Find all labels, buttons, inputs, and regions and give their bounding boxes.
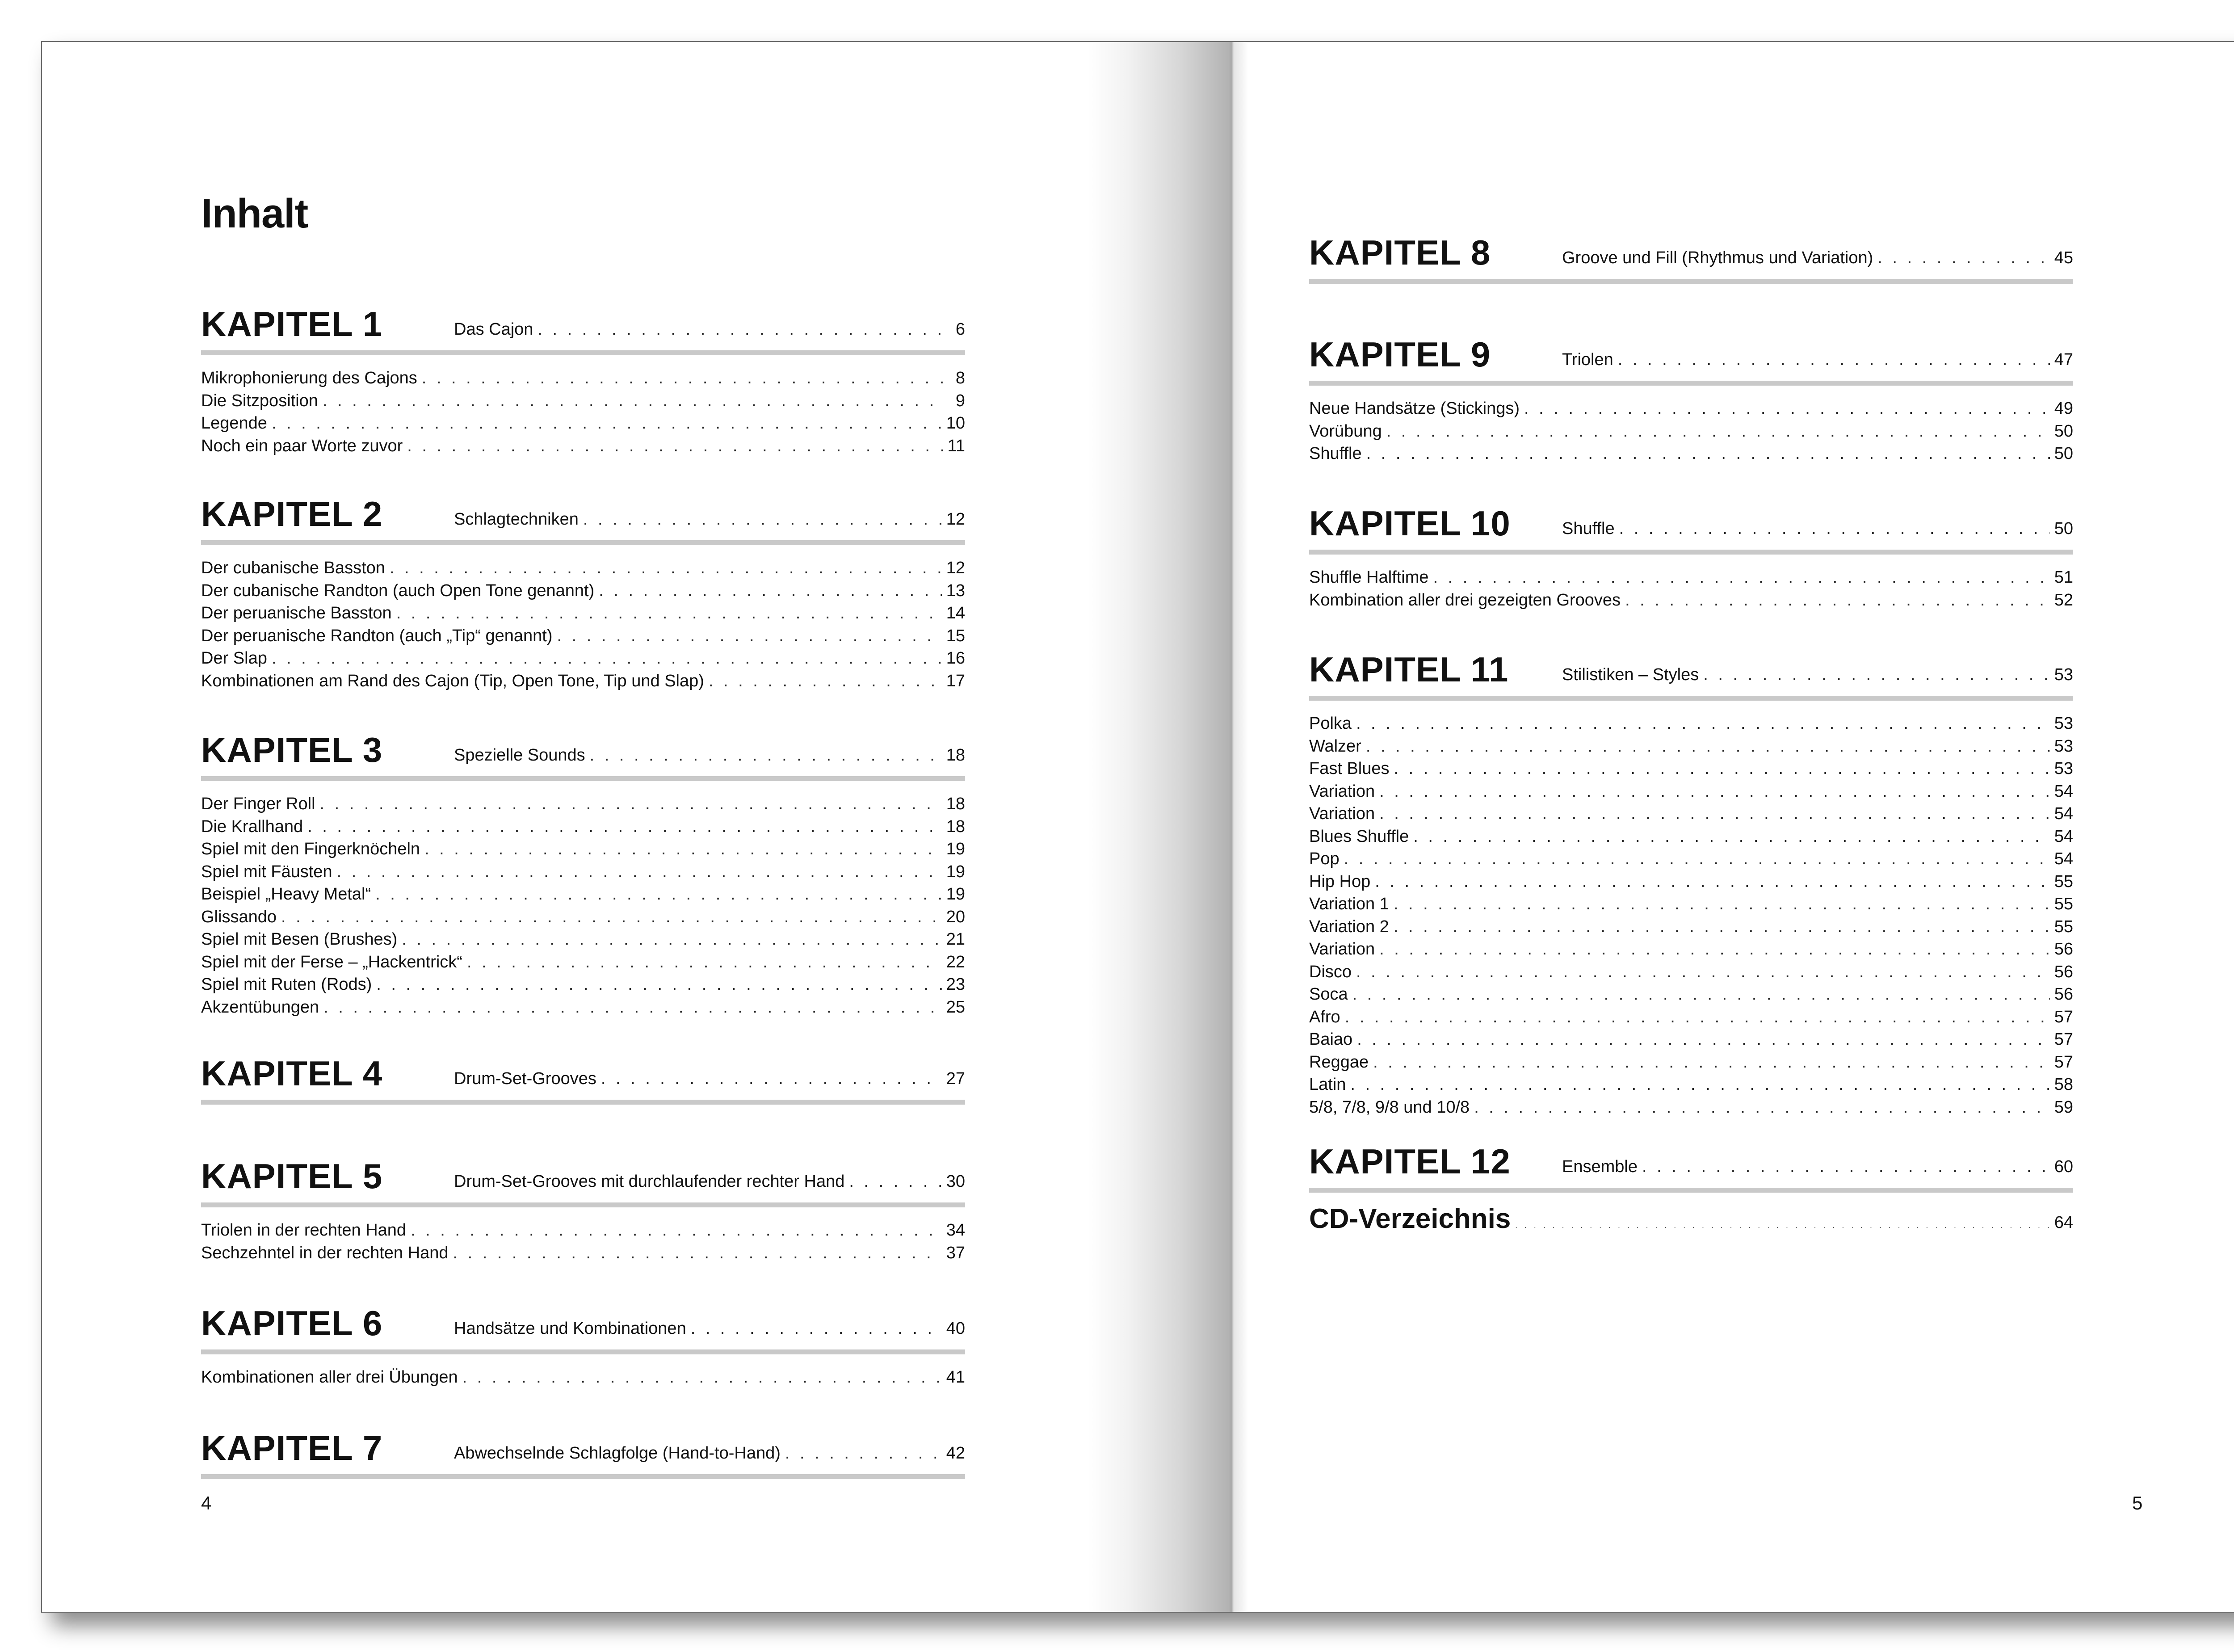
dot-leader xyxy=(1375,870,2049,893)
chapter-block xyxy=(1309,504,2073,611)
entry-page: 37 xyxy=(946,1243,965,1262)
chapter-label: KAPITEL 7 xyxy=(201,1428,383,1467)
chapter-topic-row xyxy=(1562,520,2073,537)
chapter-page: 50 xyxy=(2054,519,2073,538)
entry-page: 21 xyxy=(946,930,965,949)
chapter-page: 42 xyxy=(946,1444,965,1463)
entry-page: 11 xyxy=(947,436,965,455)
toc-entry[interactable] xyxy=(1309,566,2073,589)
dot-leader xyxy=(1373,1051,2050,1073)
chapter-block xyxy=(201,1303,965,1389)
entry-title: Variation xyxy=(1309,940,1375,958)
cd-page: 64 xyxy=(2054,1213,2073,1232)
entry-page: 57 xyxy=(2054,1030,2073,1049)
dot-leader xyxy=(1433,566,2050,588)
chapter-topic-row xyxy=(454,1070,965,1087)
toc-entry[interactable] xyxy=(201,602,965,625)
chapter-page: 60 xyxy=(2054,1157,2073,1176)
chapter-heading[interactable] xyxy=(1309,504,2073,555)
chapter-heading[interactable] xyxy=(201,1303,965,1354)
dot-leader xyxy=(323,390,943,412)
entry-list xyxy=(201,793,965,1018)
entry-page: 53 xyxy=(2054,759,2073,778)
dot-leader xyxy=(1344,848,2050,870)
toc-entry[interactable] xyxy=(1309,780,2073,803)
toc-entry[interactable] xyxy=(201,838,965,861)
chapter-topic-row xyxy=(1562,249,2073,266)
toc-entry[interactable] xyxy=(1309,961,2073,984)
chapter-topic-row xyxy=(1562,1158,2073,1175)
toc-entry[interactable] xyxy=(1309,1051,2073,1074)
chapter-topic: Shuffle xyxy=(1562,519,1615,538)
dot-leader xyxy=(411,1219,942,1241)
entry-page: 14 xyxy=(946,604,965,622)
page-number-right: 5 xyxy=(2132,1492,2143,1513)
entry-title: Pop xyxy=(1309,849,1340,868)
entry-page: 15 xyxy=(946,626,965,645)
entry-list xyxy=(1309,566,2073,611)
entry-title: Die Sitzposition xyxy=(201,391,318,410)
toc-entry[interactable] xyxy=(1309,870,2073,893)
chapter-topic: Drum-Set-Grooves mit durchlaufender rechter Hand xyxy=(454,1172,845,1191)
dot-leader xyxy=(1345,1006,2050,1028)
toc-entry[interactable] xyxy=(1309,1028,2073,1051)
entry-list xyxy=(1309,712,2073,1118)
chapter-page: 12 xyxy=(946,510,965,529)
entry-page: 57 xyxy=(2054,1052,2073,1072)
chapter-topic: Stilistiken – Styles xyxy=(1562,665,1699,684)
chapter-topic: Ensemble xyxy=(1562,1157,1638,1176)
dot-leader xyxy=(1379,938,2050,960)
toc-entry[interactable] xyxy=(201,906,965,929)
chapter-heading[interactable] xyxy=(201,494,965,545)
dot-leader xyxy=(453,1242,941,1264)
chapter-block xyxy=(1309,335,2073,465)
chapter-page: 6 xyxy=(955,320,965,339)
chapter-topic: Schlagtechniken xyxy=(454,510,579,529)
chapter-label: KAPITEL 10 xyxy=(1309,504,1511,543)
dot-leader xyxy=(323,996,942,1018)
entry-list xyxy=(201,557,965,692)
entry-title: Spiel mit Ruten (Rods) xyxy=(201,975,372,994)
dot-leader xyxy=(422,367,943,389)
chapter-label: KAPITEL 3 xyxy=(201,730,383,769)
dot-leader xyxy=(1379,803,2050,825)
entry-page: 34 xyxy=(946,1221,965,1240)
dot-leader xyxy=(1619,520,2050,537)
entry-page: 18 xyxy=(946,817,965,836)
dot-leader xyxy=(849,1173,941,1190)
chapter-page: 30 xyxy=(946,1172,965,1191)
entry-title: Der peruanische Randton (auch „Tip“ genannt) xyxy=(201,626,553,645)
dot-leader xyxy=(557,625,941,647)
entry-title: Vorübung xyxy=(1309,421,1382,441)
dot-leader xyxy=(272,412,942,434)
chapter-page: 18 xyxy=(946,746,965,765)
chapter-topic-row xyxy=(454,321,965,338)
chapter-block xyxy=(1309,1142,2073,1204)
dot-leader xyxy=(1350,1073,2049,1096)
toc-entry[interactable] xyxy=(201,1242,965,1265)
chapter-label: KAPITEL 9 xyxy=(1309,335,1491,374)
toc-entry[interactable] xyxy=(201,951,965,974)
dot-leader xyxy=(376,973,941,996)
chapter-page: 47 xyxy=(2054,350,2073,369)
entry-page: 54 xyxy=(2054,804,2073,823)
chapter-page: 45 xyxy=(2054,248,2073,267)
left-page xyxy=(42,42,1151,1612)
entry-page: 17 xyxy=(946,671,965,690)
entry-page: 52 xyxy=(2054,590,2073,610)
chapter-topic-row xyxy=(454,1445,965,1462)
entry-title: Mikrophonierung des Cajons xyxy=(201,369,417,387)
entry-page: 13 xyxy=(946,581,965,600)
chapter-page: 53 xyxy=(2054,665,2073,684)
entry-page: 53 xyxy=(2054,736,2073,756)
chapter-topic: Groove und Fill (Rhythmus und Variation) xyxy=(1562,248,1873,267)
dot-leader xyxy=(1357,1028,2050,1051)
toc-entry[interactable] xyxy=(1309,938,2073,961)
chapter-block xyxy=(201,1156,965,1264)
dot-leader xyxy=(583,511,942,528)
dot-leader xyxy=(1356,712,2050,735)
entry-page: 56 xyxy=(2054,962,2073,981)
dot-leader xyxy=(320,793,942,815)
dot-leader xyxy=(307,815,942,838)
entry-page: 19 xyxy=(946,862,965,881)
entry-title: Spiel mit Besen (Brushes) xyxy=(201,930,398,949)
entry-title: Beispiel „Heavy Metal“ xyxy=(201,885,371,904)
entry-title: Sechzehntel in der rechten Hand xyxy=(201,1243,449,1262)
entry-title: Legende xyxy=(201,414,267,433)
entry-title: Kombination aller drei gezeigten Grooves xyxy=(1309,590,1621,610)
toc-entry[interactable] xyxy=(201,1366,965,1389)
dot-leader xyxy=(281,906,942,928)
chapter-block xyxy=(201,1054,965,1116)
chapter-label: KAPITEL 2 xyxy=(201,494,383,534)
toc-entry[interactable] xyxy=(201,996,965,1019)
chapter-topic-row xyxy=(454,511,965,528)
dot-leader xyxy=(601,1070,942,1087)
entry-title: Fast Blues xyxy=(1309,759,1390,778)
cd-directory-entry xyxy=(1309,1203,2073,1235)
entry-title: Variation 1 xyxy=(1309,895,1389,913)
toc-entry[interactable] xyxy=(1309,825,2073,848)
chapter-block xyxy=(1309,233,2073,295)
entry-page: 56 xyxy=(2054,940,2073,958)
entry-title: Der Slap xyxy=(201,649,267,668)
entry-title: Triolen in der rechten Hand xyxy=(201,1221,407,1240)
chapter-heading[interactable] xyxy=(1309,335,2073,386)
chapter-topic-row xyxy=(454,1320,965,1337)
chapter-topic: Triolen xyxy=(1562,350,1613,369)
page-title: Inhalt xyxy=(201,191,308,236)
dot-leader xyxy=(337,861,942,883)
toc-entry[interactable] xyxy=(201,815,965,838)
dot-leader xyxy=(785,1445,942,1462)
toc-entry[interactable] xyxy=(1309,420,2073,443)
dot-leader xyxy=(467,951,942,973)
dot-leader xyxy=(1356,961,2050,983)
entry-page: 55 xyxy=(2054,872,2073,891)
chapter-page: 40 xyxy=(946,1319,965,1338)
entry-title: Polka xyxy=(1309,714,1352,733)
dot-leader xyxy=(390,557,942,579)
dot-leader xyxy=(1524,397,2050,420)
entry-title: Shuffle Halftime xyxy=(1309,568,1429,587)
entry-page: 49 xyxy=(2054,399,2073,418)
chapter-heading[interactable] xyxy=(1309,233,2073,284)
dot-leader xyxy=(1394,893,2050,915)
chapter-label: KAPITEL 12 xyxy=(1309,1142,1511,1181)
entry-title: Glissando xyxy=(201,907,277,926)
entry-title: Noch ein paar Worte zuvor xyxy=(201,436,403,455)
entry-title: Hip Hop xyxy=(1309,872,1371,891)
entry-page: 56 xyxy=(2054,985,2073,1004)
chapter-heading[interactable] xyxy=(1309,1142,2073,1193)
entry-title: Variation xyxy=(1309,782,1375,801)
dot-leader xyxy=(1386,420,2050,442)
entry-page: 50 xyxy=(2054,421,2073,441)
toc-entry[interactable] xyxy=(201,1219,965,1242)
entry-title: 5/8, 7/8, 9/8 und 10/8 xyxy=(1309,1097,1470,1117)
entry-title: Reggae xyxy=(1309,1052,1369,1072)
dot-leader xyxy=(272,647,942,669)
dot-leader xyxy=(1394,757,2050,780)
dot-leader xyxy=(1474,1096,2050,1118)
entry-page: 53 xyxy=(2054,714,2073,733)
page-number-left: 4 xyxy=(201,1492,212,1513)
entry-title: Blues Shuffle xyxy=(1309,827,1409,846)
toc-entry[interactable] xyxy=(1309,848,2073,870)
chapter-page: 27 xyxy=(946,1069,965,1088)
chapter-heading[interactable] xyxy=(201,1428,965,1479)
dot-leader xyxy=(1703,666,2049,683)
entry-title: Afro xyxy=(1309,1007,1340,1026)
entry-page: 55 xyxy=(2054,895,2073,913)
toc-entry[interactable] xyxy=(201,670,965,693)
entry-title: Der Finger Roll xyxy=(201,794,315,813)
toc-entry[interactable] xyxy=(201,390,965,412)
toc-entry[interactable] xyxy=(1309,757,2073,780)
chapter-heading[interactable] xyxy=(201,304,965,355)
chapter-topic-row xyxy=(1562,666,2073,683)
dot-leader xyxy=(590,747,942,764)
chapter-topic: Abwechselnde Schlagfolge (Hand-to-Hand) xyxy=(454,1444,781,1463)
toc-entry[interactable] xyxy=(1309,712,2073,735)
chapter-heading[interactable] xyxy=(1309,650,2073,701)
entry-title: Variation 2 xyxy=(1309,917,1389,936)
toc-entry[interactable] xyxy=(201,625,965,647)
chapter-label: KAPITEL 6 xyxy=(201,1303,383,1343)
chapter-block xyxy=(201,730,965,1018)
toc-entry[interactable] xyxy=(1309,803,2073,825)
entry-title: Spiel mit den Fingerknöcheln xyxy=(201,840,420,858)
dot-leader xyxy=(1515,1222,2049,1230)
dot-leader xyxy=(1352,983,2050,1005)
entry-list xyxy=(1309,397,2073,465)
entry-title: Der cubanische Basston xyxy=(201,559,385,577)
entry-page: 54 xyxy=(2054,782,2073,801)
toc-entry[interactable] xyxy=(201,861,965,883)
toc-entry[interactable] xyxy=(201,367,965,390)
toc-entry[interactable] xyxy=(1309,893,2073,916)
toc-entry[interactable] xyxy=(201,647,965,670)
chapter-topic-row xyxy=(454,1173,965,1190)
toc-entry[interactable] xyxy=(201,580,965,602)
dot-leader xyxy=(538,321,943,338)
entry-title: Kombinationen am Rand des Cajon (Tip, Open Tone, Tip und Slap) xyxy=(201,671,704,690)
entry-title: Walzer xyxy=(1309,736,1361,756)
dot-leader xyxy=(1366,735,2050,757)
chapter-topic-row xyxy=(1562,351,2073,368)
entry-title: Disco xyxy=(1309,962,1352,981)
entry-page: 59 xyxy=(2054,1097,2073,1117)
toc-entry[interactable] xyxy=(1309,916,2073,938)
toc-entry[interactable] xyxy=(1309,735,2073,758)
chapter-heading[interactable] xyxy=(201,730,965,781)
entry-title: Baiao xyxy=(1309,1030,1353,1049)
entry-title: Der peruanische Basston xyxy=(201,604,392,622)
entry-page: 20 xyxy=(946,907,965,926)
toc-entry[interactable] xyxy=(1309,1006,2073,1029)
entry-list xyxy=(201,1366,965,1389)
dot-leader xyxy=(402,928,941,950)
toc-entry[interactable] xyxy=(1309,442,2073,465)
dot-leader xyxy=(1625,589,2050,611)
chapter-label: KAPITEL 4 xyxy=(201,1054,383,1093)
entry-page: 19 xyxy=(946,885,965,904)
entry-title: Spiel mit Fäusten xyxy=(201,862,332,881)
toc-entry[interactable] xyxy=(1309,983,2073,1006)
chapter-topic: Handsätze und Kombinationen xyxy=(454,1319,686,1338)
dot-leader xyxy=(1413,825,2049,848)
cd-label: CD-Verzeichnis xyxy=(1309,1203,1511,1234)
entry-page: 41 xyxy=(946,1368,965,1387)
toc-entry[interactable] xyxy=(1309,1073,2073,1096)
dot-leader xyxy=(691,1320,942,1337)
entry-list xyxy=(201,1219,965,1264)
chapter-topic: Das Cajon xyxy=(454,320,533,339)
dot-leader xyxy=(407,435,943,457)
chapter-label: KAPITEL 5 xyxy=(201,1156,383,1196)
entry-page: 54 xyxy=(2054,849,2073,868)
toc-entry[interactable] xyxy=(201,557,965,580)
toc-entry[interactable] xyxy=(1309,589,2073,612)
entry-page: 9 xyxy=(955,391,965,410)
entry-page: 23 xyxy=(946,975,965,994)
toc-entry[interactable] xyxy=(1309,397,2073,420)
dot-leader xyxy=(1642,1158,2050,1175)
dot-leader xyxy=(1366,442,2050,465)
chapter-topic-row xyxy=(454,747,965,764)
chapter-block xyxy=(201,304,965,457)
entry-title: Neue Handsätze (Stickings) xyxy=(1309,399,1520,418)
chapter-label: KAPITEL 1 xyxy=(201,304,383,344)
entry-title: Spiel mit der Ferse – „Hackentrick“ xyxy=(201,952,462,971)
book-spread xyxy=(41,41,2234,1613)
chapter-block xyxy=(201,1428,965,1491)
entry-title: Der cubanische Randton (auch Open Tone genannt) xyxy=(201,581,595,600)
chapter-topic: Drum-Set-Grooves xyxy=(454,1069,596,1088)
entry-page: 55 xyxy=(2054,917,2073,936)
dot-leader xyxy=(1379,780,2050,803)
entry-title: Akzentübungen xyxy=(201,997,319,1017)
entry-page: 22 xyxy=(946,952,965,971)
entry-page: 12 xyxy=(946,559,965,577)
entry-page: 58 xyxy=(2054,1075,2073,1094)
chapter-block xyxy=(1309,650,2073,1118)
entry-title: Soca xyxy=(1309,985,1348,1004)
toc-entry[interactable] xyxy=(201,435,965,458)
chapter-label: KAPITEL 11 xyxy=(1309,650,1509,689)
entry-title: Latin xyxy=(1309,1075,1346,1094)
toc-entry[interactable] xyxy=(201,883,965,906)
entry-page: 57 xyxy=(2054,1007,2073,1026)
entry-list xyxy=(201,367,965,457)
dot-leader xyxy=(1618,351,2050,368)
entry-title: Shuffle xyxy=(1309,444,1362,463)
chapter-heading[interactable] xyxy=(201,1156,965,1207)
entry-page: 10 xyxy=(946,414,965,433)
chapter-topic: Spezielle Sounds xyxy=(454,746,585,765)
toc-entry[interactable] xyxy=(201,793,965,815)
toc-entry[interactable] xyxy=(201,412,965,435)
entry-page: 54 xyxy=(2054,827,2073,846)
dot-leader xyxy=(599,580,941,602)
chapter-block xyxy=(201,494,965,692)
chapter-label: KAPITEL 8 xyxy=(1309,233,1491,272)
entry-page: 18 xyxy=(946,794,965,813)
entry-page: 16 xyxy=(946,649,965,668)
entry-page: 51 xyxy=(2054,568,2073,587)
dot-leader xyxy=(1394,916,2050,938)
chapter-heading[interactable] xyxy=(201,1054,965,1105)
dot-leader xyxy=(375,883,942,905)
right-page xyxy=(1151,42,2234,1612)
entry-page: 8 xyxy=(955,369,965,387)
entry-page: 25 xyxy=(946,997,965,1017)
toc-entry[interactable] xyxy=(1309,1096,2073,1119)
dot-leader xyxy=(424,838,942,860)
toc-entry[interactable] xyxy=(201,928,965,951)
entry-title: Die Krallhand xyxy=(201,817,303,836)
entry-title: Kombinationen aller drei Übungen xyxy=(201,1368,458,1387)
entry-page: 19 xyxy=(946,840,965,858)
dot-leader xyxy=(396,602,942,624)
dot-leader xyxy=(1877,249,2049,266)
entry-page: 50 xyxy=(2054,444,2073,463)
toc-entry[interactable] xyxy=(201,973,965,996)
entry-title: Variation xyxy=(1309,804,1375,823)
dot-leader xyxy=(462,1366,942,1388)
dot-leader xyxy=(709,670,942,692)
